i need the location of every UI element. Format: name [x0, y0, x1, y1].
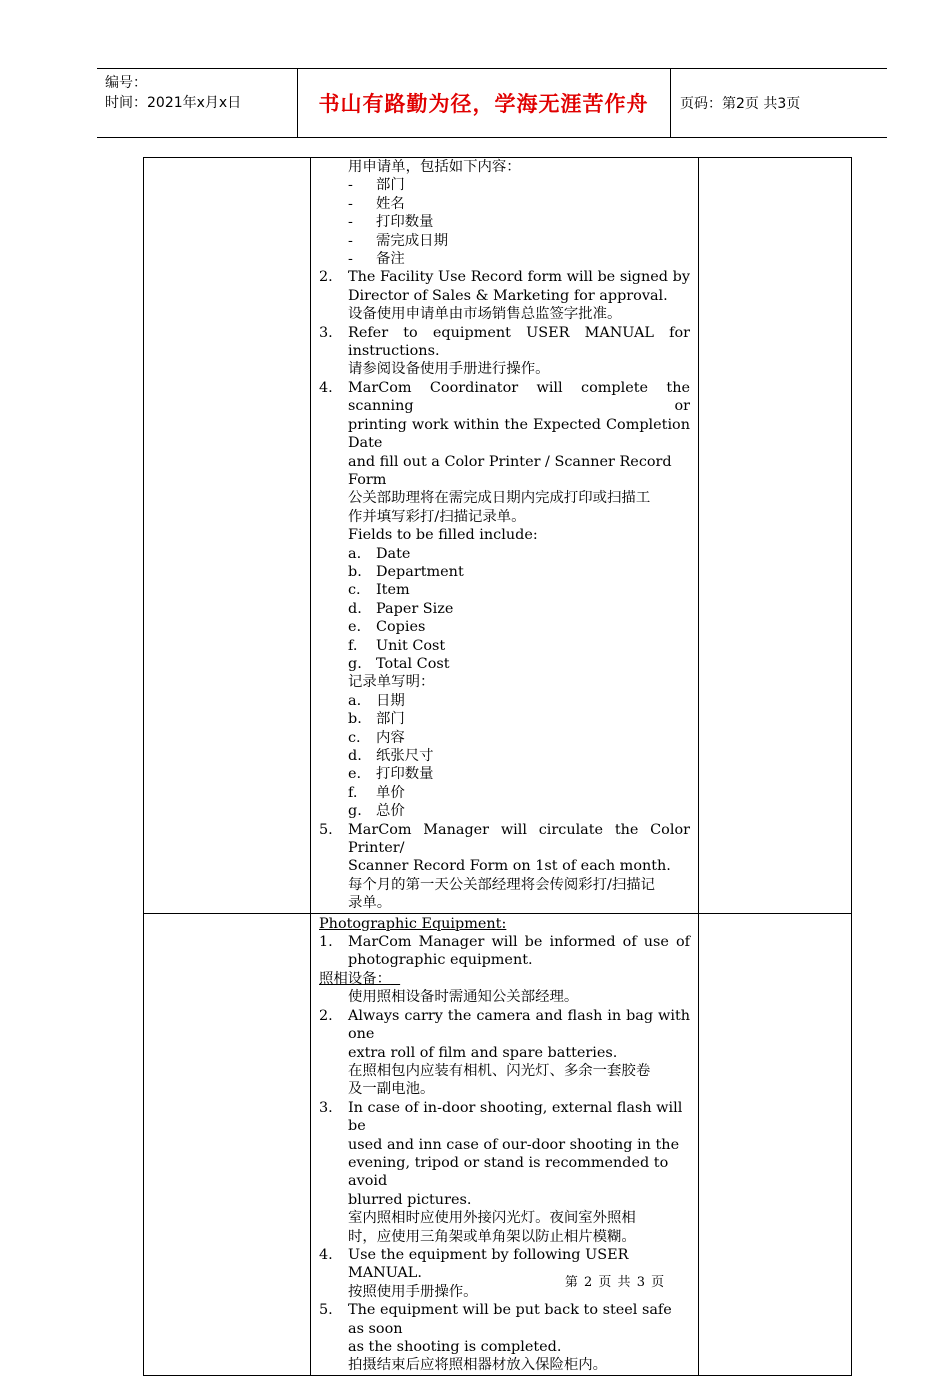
list-item-5: 5. The equipment will be put back to steel safe as soon [319, 1302, 672, 1337]
fields-label: Fields to be filled include: [348, 527, 538, 544]
list-item-text-cn: 时，应使用三角架或单角架以防止相片模糊。 [348, 1228, 636, 1245]
table-cell-left [144, 913, 311, 1375]
field-item: e. 打印数量 [348, 766, 434, 783]
list-item-text-cn: 按照使用手册操作。 [348, 1283, 478, 1300]
field-item: g. 总价 [348, 803, 405, 820]
procedure-table [143, 157, 852, 1376]
dash-item: - 打印数量 [348, 214, 434, 231]
list-item-text-cn: 录单。 [348, 895, 392, 912]
field-item: b. 部门 [348, 711, 405, 728]
field-item: c. 内容 [348, 729, 405, 746]
list-item-text: as the shooting is completed. [348, 1339, 562, 1355]
list-item-text-cn: 作并填写彩打/扫描记录单。 [348, 508, 526, 525]
table-row [144, 913, 852, 1375]
table-cell-left [144, 158, 311, 914]
list-item-1: 1. MarCom Manager will be informed of use of [319, 934, 690, 951]
list-item-text-cn: 拍摄结束后应将照相器材放入保险柜内。 [348, 1357, 608, 1374]
footer-page-number: 第 2 页 共 3 页 [564, 1275, 666, 1290]
list-item-text-cn: 室内照相时应使用外接闪光灯。夜间室外照相 [348, 1210, 636, 1227]
field-item: f. 单价 [348, 784, 405, 801]
field-item: f. Unit Cost [348, 637, 446, 654]
list-item-text-cn: 每个月的第一天公关部经理将会传阅彩打/扫描记 [348, 876, 656, 893]
field-item: g. Total Cost [348, 655, 450, 672]
list-item-text: photographic equipment. [348, 952, 533, 969]
list-item-3: 3. Refer to equipment USER MANUAL for [319, 324, 690, 341]
dash-item: - 部门 [348, 177, 405, 194]
list-item-text: instructions. [348, 343, 440, 360]
document-number-label: 编号： [105, 75, 147, 91]
list-item-text: extra roll of film and spare batteries. [348, 1044, 618, 1061]
list-item-2: 2. The Facility Use Record form will be signed by [319, 269, 690, 286]
field-item: a. 日期 [348, 692, 405, 709]
list-item-4: 4. MarCom Coordinator will complete the scanning or [319, 379, 690, 415]
list-item-text: evening, tripod or stand is recommended to avoid [348, 1154, 669, 1190]
list-item-2: 2. Always carry the camera and flash in bag with one [319, 1007, 690, 1043]
field-item: d. Paper Size [348, 600, 454, 617]
section-title-cn: 照相设备： [319, 970, 391, 987]
header-divider [670, 69, 671, 137]
field-item: e. Copies [348, 619, 426, 636]
list-item-text-cn: 在照相包内应装有相机、闪光灯、多余一套胶卷 [348, 1062, 651, 1079]
table-cell-right [699, 913, 852, 1375]
table-row [144, 158, 852, 914]
list-item-text: blurred pictures. [348, 1191, 472, 1208]
photographic-procedure [311, 914, 698, 1375]
header-page-info: 页码：第2页 共3页 [680, 96, 801, 112]
list-item-text-cn: 公关部助理将在需完成日期内完成打印或扫描工 [348, 490, 651, 507]
field-item: d. 纸张尺寸 [348, 748, 434, 764]
list-item-text: used and inn case of our-door shooting in the [348, 1136, 680, 1153]
list-item-text-cn: 设备使用申请单由市场销售总监签字批准。 [348, 306, 622, 323]
list-item-text: and fill out a Color Printer / Scanner Record Form [348, 453, 672, 488]
list-item-text-cn: 请参阅设备使用手册进行操作。 [348, 361, 550, 378]
printing-procedure [311, 158, 698, 913]
page-footer [0, 1271, 950, 1290]
dash-item: - 姓名 [348, 195, 405, 212]
field-item: b. Department [348, 563, 464, 580]
document-time-label: 时间：2021年x月x日 [105, 95, 242, 111]
list-item-text-cn: 及一副电池。 [348, 1081, 435, 1098]
field-item: a. Date [348, 545, 411, 562]
list-item-text: Scanner Record Form on 1st of each month. [348, 858, 671, 875]
list-item-4: 4. Use the equipment by following USER MANUAL. [319, 1246, 629, 1282]
header-motto: 书山有路勤为径，学海无涯苦作舟 [318, 92, 649, 116]
header-meta [105, 73, 295, 113]
list-item-text-cn: 使用照相设备时需通知公关部经理。 [348, 989, 579, 1006]
list-item-5: 5. MarCom Manager will circulate the Color Printer/ [319, 821, 690, 857]
list-item-text: Director of Sales & Marketing for approval. [348, 287, 668, 304]
intro-text: 用申请单，包括如下内容： [348, 159, 521, 175]
table-cell-content [311, 158, 699, 914]
page-header [97, 68, 887, 138]
fields-cn-label: 记录单写明： [348, 674, 435, 691]
list-item-text: printing work within the Expected Completion Date [348, 416, 690, 452]
list-item-3: 3. In case of in-door shooting, external flash will be [319, 1099, 683, 1135]
section-title-en: Photographic Equipment: [319, 915, 507, 932]
dash-item: - 需完成日期 [348, 232, 448, 249]
table-cell-content [311, 913, 699, 1375]
table-cell-right [699, 158, 852, 914]
field-item: c. Item [348, 582, 410, 599]
dash-item: - 备注 [348, 251, 405, 268]
